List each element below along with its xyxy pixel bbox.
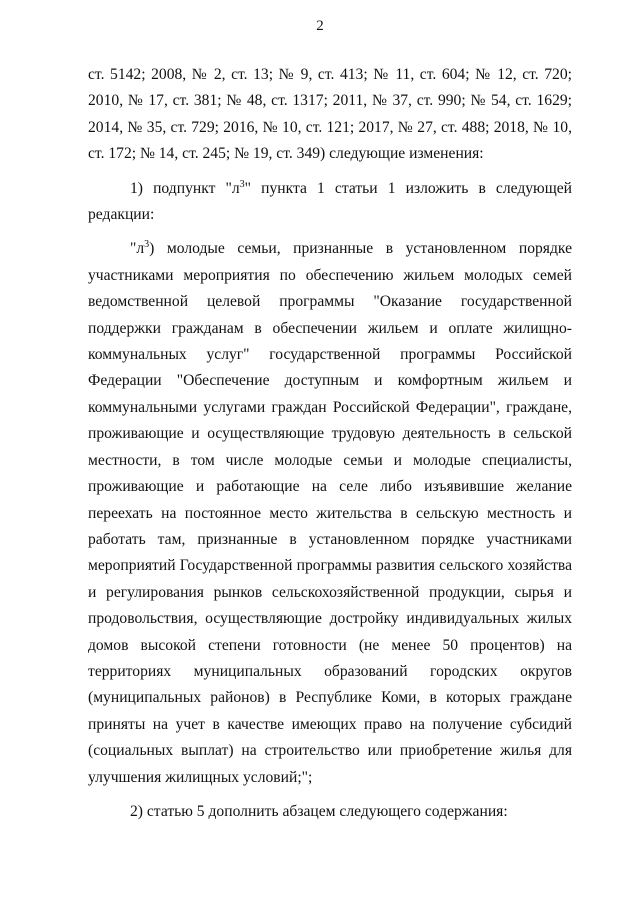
document-body bbox=[88, 62, 572, 825]
page-number: 2 bbox=[316, 18, 324, 34]
amendment-1-superscript: 3 bbox=[239, 178, 245, 190]
subclause-text-start: "л bbox=[130, 240, 145, 258]
amendment-1-text-end: " пункта 1 статьи 1 изложить в следующей редакции: bbox=[88, 179, 572, 224]
paragraph-references: ст. 5142; 2008, № 2, ст. 13; № 9, ст. 413; № 11, ст. 604; № 12, ст. 720; 2010, № 17, ст. 381; № 48, ст. 1317; 2011, № 37, ст. 990; № 54, ст. 1629; 2014, № 35, ст. 729; 2016, № 10, ст. 121; 2017, № 27, ст. 488; 2018, № 10, ст. 172; № 14, ст. 245; № 19, ст. 349) следующие изменения: bbox=[88, 66, 572, 163]
subclause-text-end: ) молодые семьи, признанные в установленном порядке участниками мероприятия по обеспечению жильем молодых семей ведомственной целевой программы "Оказание государственной поддержки гражданам в обеспечении жильем и оплате жилищно-коммунальных услуг" государственной программы Российской Федерации "Обеспечение доступным и комфортным жильем и коммунальными услугами граждан Российской Федерации", граждане, проживающие и осуществляющие трудовую деятельность в сельской местности, в том числе молодые семьи и молодые специалисты, проживающие и работающие на селе либо изъявившие желание переехать на постоянное место жительства в сельскую местность и работать там, признанные в установленном порядке участниками мероприятий Государственной программы развития сельского хозяйства и регулирования рынков сельскохозяйственной продукции, сырья и продовольствия, осуществляющие достройку индивидуальных жилых домов высокой степени готовности (не менее 50 процентов) на территориях муниципальных образований городских округов (муниципальных районов) в Республике Коми, в которых граждане приняты на учет в качестве имеющих право на получение субсидий (социальных выплат) на строительство или приобретение жилья для улучшения жилищных условий;"; bbox=[88, 240, 572, 786]
paragraph-amendment-1 bbox=[88, 176, 572, 229]
paragraph-amendment-2: 2) статью 5 дополнить абзацем следующего содержания: bbox=[130, 802, 508, 820]
subclause-superscript: 3 bbox=[144, 239, 150, 251]
paragraph-subclause-l3 bbox=[88, 236, 572, 791]
amendment-1-text-start: 1) подпункт "л bbox=[130, 179, 240, 197]
